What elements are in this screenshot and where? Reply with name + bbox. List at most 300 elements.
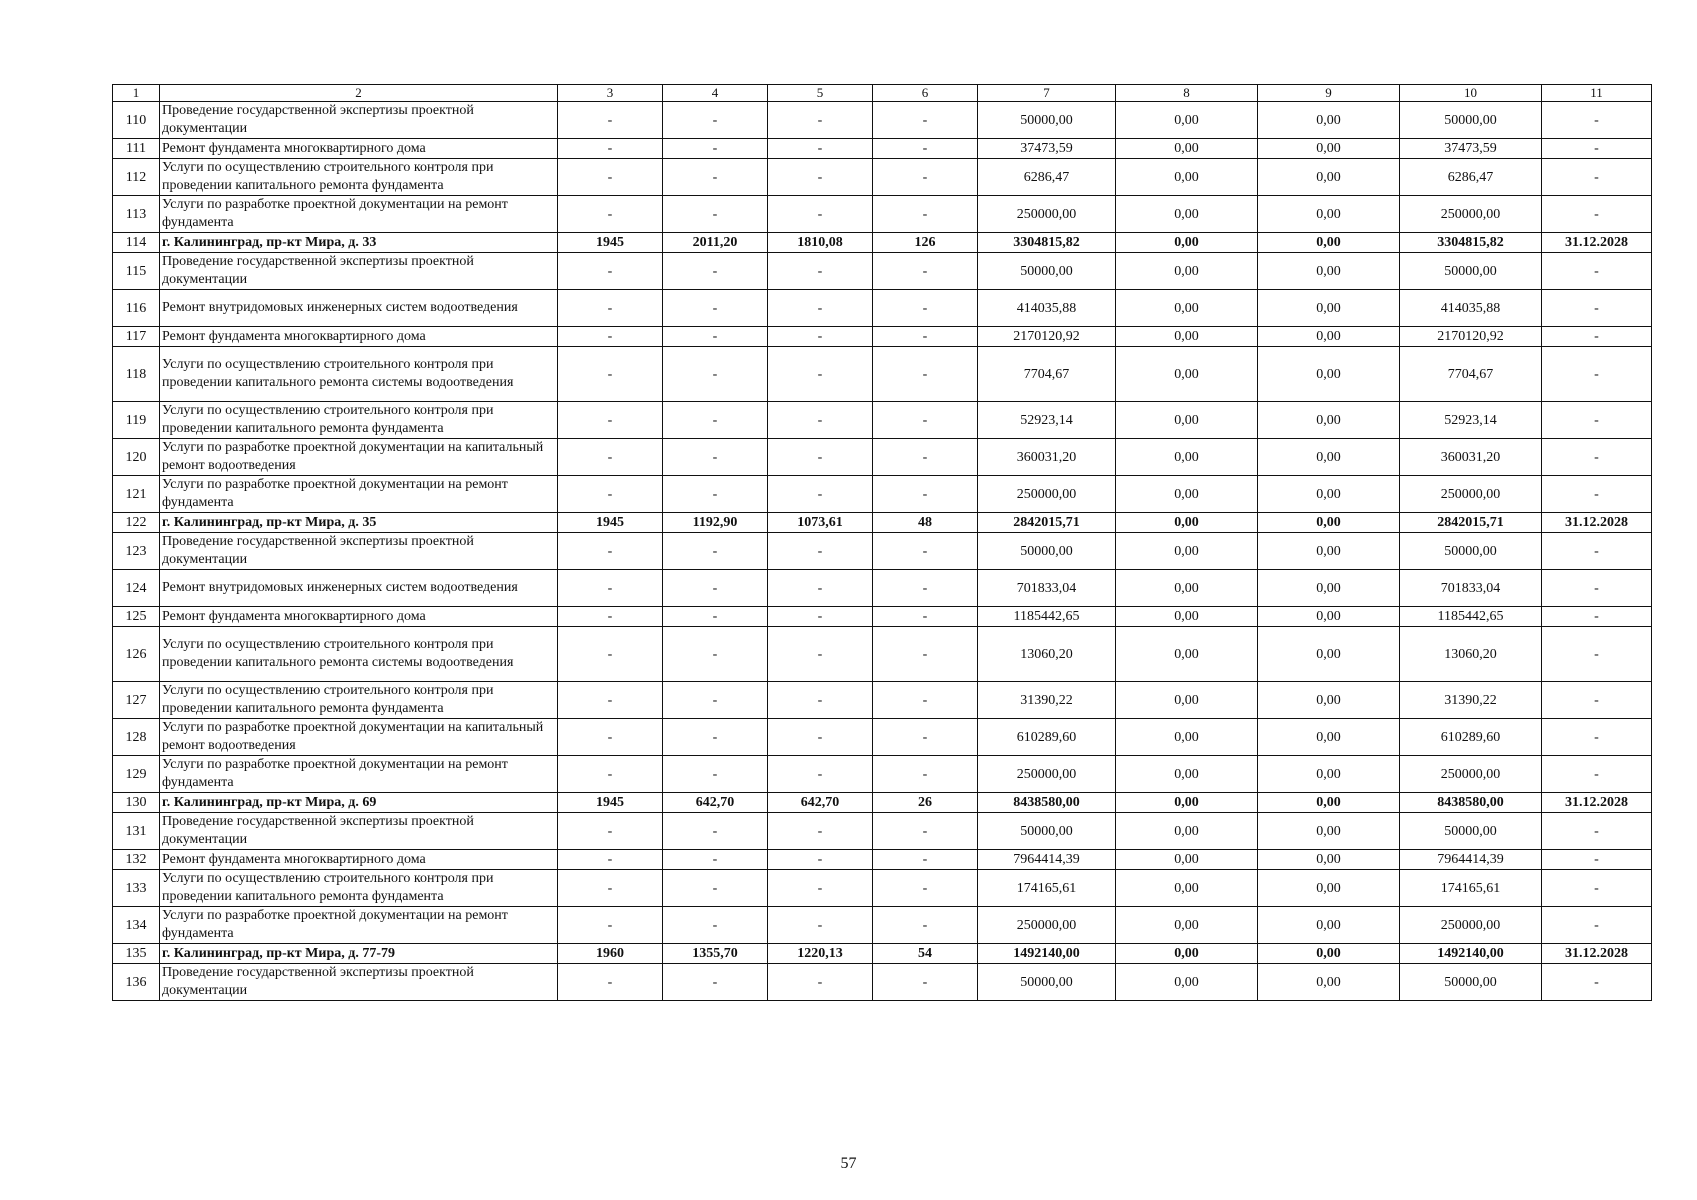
cost-col-9-cell: 0,00 [1258,439,1400,476]
cost-col-8-cell: 0,00 [1116,159,1258,196]
cost-col-10-cell: 50000,00 [1400,102,1542,139]
cost-col-8-cell: 0,00 [1116,682,1258,719]
total-cost-cell: 1185442,65 [978,607,1116,627]
cost-col-9-cell: 0,00 [1258,813,1400,850]
work-name-cell: г. Калининград, пр-кт Мира, д. 35 [160,513,558,533]
total-area-cell: - [663,439,768,476]
row-number-cell: 135 [113,944,160,964]
total-cost-cell: 50000,00 [978,813,1116,850]
deadline-cell: - [1542,870,1652,907]
cost-col-9-cell: 0,00 [1258,607,1400,627]
cost-col-8-cell: 0,00 [1116,327,1258,347]
total-area-cell: - [663,196,768,233]
cost-col-9-cell: 0,00 [1258,793,1400,813]
total-cost-cell: 8438580,00 [978,793,1116,813]
column-header: 9 [1258,85,1400,102]
residents-cell: - [873,327,978,347]
cost-col-8-cell: 0,00 [1116,870,1258,907]
total-cost-cell: 1492140,00 [978,944,1116,964]
residents-cell: - [873,719,978,756]
year-built-cell: - [558,756,663,793]
deadline-cell: 31.12.2028 [1542,793,1652,813]
cost-col-10-cell: 701833,04 [1400,570,1542,607]
living-area-cell: - [768,756,873,793]
row-number-cell: 117 [113,327,160,347]
cost-col-9-cell: 0,00 [1258,870,1400,907]
total-area-cell: - [663,870,768,907]
total-cost-cell: 13060,20 [978,627,1116,682]
residents-cell: 48 [873,513,978,533]
cost-col-8-cell: 0,00 [1116,476,1258,513]
row-number-cell: 126 [113,627,160,682]
work-name-cell: Ремонт фундамента многоквартирного дома [160,850,558,870]
column-header: 7 [978,85,1116,102]
living-area-cell: - [768,907,873,944]
row-number-cell: 112 [113,159,160,196]
cost-col-10-cell: 8438580,00 [1400,793,1542,813]
year-built-cell: - [558,719,663,756]
residents-cell: - [873,850,978,870]
total-cost-cell: 7964414,39 [978,850,1116,870]
table-row [113,944,1652,964]
work-name-cell: Ремонт внутридомовых инженерных систем водоотведения [160,570,558,607]
deadline-cell: 31.12.2028 [1542,944,1652,964]
total-cost-cell: 701833,04 [978,570,1116,607]
cost-col-10-cell: 610289,60 [1400,719,1542,756]
living-area-cell: - [768,439,873,476]
living-area-cell: - [768,253,873,290]
total-cost-cell: 360031,20 [978,439,1116,476]
total-area-cell: - [663,607,768,627]
row-number-cell: 110 [113,102,160,139]
cost-col-9-cell: 0,00 [1258,102,1400,139]
deadline-cell: - [1542,813,1652,850]
table-row [113,196,1652,233]
living-area-cell: - [768,607,873,627]
deadline-cell: - [1542,347,1652,402]
work-name-cell: Ремонт фундамента многоквартирного дома [160,327,558,347]
work-name-cell: Услуги по разработке проектной документации на ремонт фундамента [160,196,558,233]
total-cost-cell: 52923,14 [978,402,1116,439]
year-built-cell: - [558,402,663,439]
year-built-cell: 1945 [558,513,663,533]
row-number-cell: 115 [113,253,160,290]
year-built-cell: - [558,682,663,719]
total-area-cell: - [663,139,768,159]
work-name-cell: Услуги по разработке проектной документации на ремонт фундамента [160,756,558,793]
living-area-cell: - [768,196,873,233]
total-cost-cell: 6286,47 [978,159,1116,196]
cost-col-9-cell: 0,00 [1258,682,1400,719]
cost-col-10-cell: 37473,59 [1400,139,1542,159]
year-built-cell: - [558,327,663,347]
cost-col-9-cell: 0,00 [1258,159,1400,196]
cost-col-8-cell: 0,00 [1116,793,1258,813]
cost-col-10-cell: 1492140,00 [1400,944,1542,964]
row-number-cell: 133 [113,870,160,907]
table-row [113,964,1652,1001]
total-cost-cell: 174165,61 [978,870,1116,907]
total-cost-cell: 2170120,92 [978,327,1116,347]
living-area-cell: 642,70 [768,793,873,813]
work-name-cell: Проведение государственной экспертизы проектной документации [160,102,558,139]
residents-cell: - [873,139,978,159]
total-area-cell: 2011,20 [663,233,768,253]
work-name-cell: Проведение государственной экспертизы проектной документации [160,813,558,850]
table-row [113,850,1652,870]
row-number-cell: 113 [113,196,160,233]
total-cost-cell: 414035,88 [978,290,1116,327]
total-cost-cell: 50000,00 [978,253,1116,290]
year-built-cell: - [558,196,663,233]
cost-col-10-cell: 250000,00 [1400,756,1542,793]
total-area-cell: - [663,290,768,327]
living-area-cell: - [768,402,873,439]
living-area-cell: - [768,627,873,682]
table-row [113,159,1652,196]
work-name-cell: Услуги по осуществлению строительного контроля при проведении капитального ремонта фундамента [160,682,558,719]
residents-cell: - [873,870,978,907]
living-area-cell: - [768,682,873,719]
living-area-cell: - [768,850,873,870]
table-row [113,533,1652,570]
total-area-cell: - [663,756,768,793]
deadline-cell: - [1542,682,1652,719]
cost-col-8-cell: 0,00 [1116,850,1258,870]
column-header: 8 [1116,85,1258,102]
cost-col-8-cell: 0,00 [1116,290,1258,327]
year-built-cell: - [558,964,663,1001]
table-row [113,719,1652,756]
deadline-cell: - [1542,850,1652,870]
year-built-cell: - [558,253,663,290]
table-row [113,139,1652,159]
cost-col-8-cell: 0,00 [1116,196,1258,233]
cost-col-10-cell: 1185442,65 [1400,607,1542,627]
deadline-cell: - [1542,756,1652,793]
total-cost-cell: 37473,59 [978,139,1116,159]
residents-cell: 126 [873,233,978,253]
deadline-cell: - [1542,253,1652,290]
cost-col-8-cell: 0,00 [1116,964,1258,1001]
cost-col-10-cell: 414035,88 [1400,290,1542,327]
cost-col-8-cell: 0,00 [1116,139,1258,159]
total-cost-cell: 250000,00 [978,476,1116,513]
cost-col-8-cell: 0,00 [1116,102,1258,139]
year-built-cell: - [558,102,663,139]
cost-col-10-cell: 3304815,82 [1400,233,1542,253]
total-area-cell: - [663,159,768,196]
cost-col-9-cell: 0,00 [1258,196,1400,233]
residents-cell: - [873,964,978,1001]
deadline-cell: 31.12.2028 [1542,513,1652,533]
work-name-cell: г. Калининград, пр-кт Мира, д. 33 [160,233,558,253]
deadline-cell: - [1542,607,1652,627]
residents-cell: - [873,682,978,719]
total-cost-cell: 250000,00 [978,756,1116,793]
cost-col-9-cell: 0,00 [1258,570,1400,607]
living-area-cell: - [768,570,873,607]
residents-cell: - [873,627,978,682]
residents-cell: - [873,102,978,139]
deadline-cell: - [1542,907,1652,944]
cost-col-8-cell: 0,00 [1116,907,1258,944]
column-header: 4 [663,85,768,102]
living-area-cell: - [768,719,873,756]
deadline-cell: - [1542,964,1652,1001]
table-row [113,907,1652,944]
cost-col-8-cell: 0,00 [1116,533,1258,570]
table-row [113,102,1652,139]
cost-col-10-cell: 52923,14 [1400,402,1542,439]
cost-col-8-cell: 0,00 [1116,253,1258,290]
column-header: 3 [558,85,663,102]
cost-col-10-cell: 31390,22 [1400,682,1542,719]
column-header: 6 [873,85,978,102]
cost-col-10-cell: 250000,00 [1400,196,1542,233]
table-row [113,327,1652,347]
work-name-cell: Ремонт фундамента многоквартирного дома [160,607,558,627]
deadline-cell: - [1542,290,1652,327]
cost-col-9-cell: 0,00 [1258,756,1400,793]
cost-col-10-cell: 174165,61 [1400,870,1542,907]
column-number-row [113,85,1652,102]
row-number-cell: 111 [113,139,160,159]
living-area-cell: 1220,13 [768,944,873,964]
cost-col-9-cell: 0,00 [1258,402,1400,439]
work-name-cell: Услуги по осуществлению строительного контроля при проведении капитального ремонта системы водоотведения [160,347,558,402]
deadline-cell: - [1542,327,1652,347]
deadline-cell: - [1542,570,1652,607]
cost-col-9-cell: 0,00 [1258,627,1400,682]
column-header: 5 [768,85,873,102]
total-cost-cell: 50000,00 [978,102,1116,139]
row-number-cell: 122 [113,513,160,533]
residents-cell: - [873,196,978,233]
cost-col-9-cell: 0,00 [1258,253,1400,290]
row-number-cell: 127 [113,682,160,719]
total-cost-cell: 3304815,82 [978,233,1116,253]
cost-col-9-cell: 0,00 [1258,347,1400,402]
row-number-cell: 132 [113,850,160,870]
total-area-cell: - [663,533,768,570]
living-area-cell: - [768,139,873,159]
work-name-cell: Проведение государственной экспертизы проектной документации [160,964,558,1001]
cost-col-9-cell: 0,00 [1258,290,1400,327]
year-built-cell: - [558,290,663,327]
work-name-cell: Услуги по разработке проектной документации на капитальный ремонт водоотведения [160,439,558,476]
cost-col-10-cell: 6286,47 [1400,159,1542,196]
total-cost-cell: 250000,00 [978,907,1116,944]
row-number-cell: 121 [113,476,160,513]
table-row [113,813,1652,850]
table-row [113,793,1652,813]
cost-col-8-cell: 0,00 [1116,719,1258,756]
work-name-cell: Услуги по разработке проектной документации на капитальный ремонт водоотведения [160,719,558,756]
work-name-cell: Ремонт фундамента многоквартирного дома [160,139,558,159]
living-area-cell: 1810,08 [768,233,873,253]
total-area-cell: 642,70 [663,793,768,813]
residents-cell: - [873,290,978,327]
cost-col-9-cell: 0,00 [1258,327,1400,347]
deadline-cell: - [1542,627,1652,682]
total-area-cell: 1192,90 [663,513,768,533]
total-area-cell: - [663,253,768,290]
table-row [113,570,1652,607]
total-cost-cell: 7704,67 [978,347,1116,402]
cost-col-8-cell: 0,00 [1116,944,1258,964]
living-area-cell: 1073,61 [768,513,873,533]
year-built-cell: - [558,439,663,476]
total-area-cell: - [663,682,768,719]
year-built-cell: - [558,607,663,627]
cost-col-10-cell: 7704,67 [1400,347,1542,402]
table-row [113,513,1652,533]
residents-cell: - [873,756,978,793]
row-number-cell: 134 [113,907,160,944]
residents-cell: - [873,253,978,290]
year-built-cell: - [558,813,663,850]
total-area-cell: - [663,627,768,682]
living-area-cell: - [768,290,873,327]
year-built-cell: 1945 [558,233,663,253]
living-area-cell: - [768,964,873,1001]
living-area-cell: - [768,476,873,513]
cost-col-9-cell: 0,00 [1258,907,1400,944]
deadline-cell: - [1542,102,1652,139]
cost-col-8-cell: 0,00 [1116,607,1258,627]
cost-col-9-cell: 0,00 [1258,719,1400,756]
work-name-cell: Услуги по осуществлению строительного контроля при проведении капитального ремонта фундамента [160,159,558,196]
capital-repair-table [112,84,1652,1001]
table-row [113,627,1652,682]
total-area-cell: 1355,70 [663,944,768,964]
total-area-cell: - [663,813,768,850]
cost-col-8-cell: 0,00 [1116,347,1258,402]
residents-cell: - [873,439,978,476]
table-row [113,607,1652,627]
total-area-cell: - [663,964,768,1001]
residents-cell: 26 [873,793,978,813]
work-name-cell: Услуги по осуществлению строительного контроля при проведении капитального ремонта системы водоотведения [160,627,558,682]
work-name-cell: г. Калининград, пр-кт Мира, д. 77-79 [160,944,558,964]
total-area-cell: - [663,402,768,439]
deadline-cell: - [1542,159,1652,196]
deadline-cell: - [1542,439,1652,476]
year-built-cell: - [558,850,663,870]
deadline-cell: - [1542,139,1652,159]
row-number-cell: 136 [113,964,160,1001]
cost-col-8-cell: 0,00 [1116,813,1258,850]
residents-cell: - [873,607,978,627]
row-number-cell: 120 [113,439,160,476]
year-built-cell: - [558,533,663,570]
cost-col-9-cell: 0,00 [1258,139,1400,159]
deadline-cell: 31.12.2028 [1542,233,1652,253]
total-cost-cell: 31390,22 [978,682,1116,719]
cost-col-9-cell: 0,00 [1258,964,1400,1001]
cost-col-8-cell: 0,00 [1116,756,1258,793]
row-number-cell: 128 [113,719,160,756]
work-name-cell: Услуги по осуществлению строительного контроля при проведении капитального ремонта фундамента [160,402,558,439]
cost-col-8-cell: 0,00 [1116,439,1258,476]
residents-cell: - [873,907,978,944]
year-built-cell: - [558,570,663,607]
total-cost-cell: 50000,00 [978,964,1116,1001]
cost-col-10-cell: 50000,00 [1400,964,1542,1001]
total-area-cell: - [663,719,768,756]
cost-col-9-cell: 0,00 [1258,233,1400,253]
work-name-cell: Проведение государственной экспертизы проектной документации [160,253,558,290]
total-cost-cell: 2842015,71 [978,513,1116,533]
cost-col-9-cell: 0,00 [1258,513,1400,533]
cost-col-10-cell: 13060,20 [1400,627,1542,682]
cost-col-9-cell: 0,00 [1258,533,1400,570]
work-name-cell: г. Калининград, пр-кт Мира, д. 69 [160,793,558,813]
cost-col-10-cell: 50000,00 [1400,533,1542,570]
year-built-cell: 1960 [558,944,663,964]
living-area-cell: - [768,102,873,139]
total-area-cell: - [663,476,768,513]
residents-cell: - [873,476,978,513]
year-built-cell: - [558,476,663,513]
work-name-cell: Услуги по разработке проектной документации на ремонт фундамента [160,476,558,513]
cost-col-10-cell: 250000,00 [1400,907,1542,944]
cost-col-10-cell: 2842015,71 [1400,513,1542,533]
cost-col-10-cell: 250000,00 [1400,476,1542,513]
column-header: 2 [160,85,558,102]
cost-col-8-cell: 0,00 [1116,233,1258,253]
cost-col-10-cell: 360031,20 [1400,439,1542,476]
deadline-cell: - [1542,476,1652,513]
table-row [113,253,1652,290]
deadline-cell: - [1542,719,1652,756]
total-area-cell: - [663,102,768,139]
residents-cell: - [873,533,978,570]
year-built-cell: - [558,870,663,907]
year-built-cell: - [558,347,663,402]
work-name-cell: Услуги по разработке проектной документации на ремонт фундамента [160,907,558,944]
work-name-cell: Ремонт внутридомовых инженерных систем водоотведения [160,290,558,327]
document-page [112,84,1651,1001]
table-row [113,682,1652,719]
living-area-cell: - [768,533,873,570]
total-cost-cell: 610289,60 [978,719,1116,756]
living-area-cell: - [768,347,873,402]
row-number-cell: 123 [113,533,160,570]
table-row [113,402,1652,439]
total-area-cell: - [663,907,768,944]
living-area-cell: - [768,870,873,907]
total-area-cell: - [663,327,768,347]
cost-col-9-cell: 0,00 [1258,944,1400,964]
table-row [113,347,1652,402]
cost-col-8-cell: 0,00 [1116,570,1258,607]
year-built-cell: - [558,907,663,944]
deadline-cell: - [1542,196,1652,233]
total-cost-cell: 50000,00 [978,533,1116,570]
residents-cell: 54 [873,944,978,964]
table-row [113,233,1652,253]
cost-col-10-cell: 2170120,92 [1400,327,1542,347]
total-cost-cell: 250000,00 [978,196,1116,233]
row-number-cell: 114 [113,233,160,253]
cost-col-8-cell: 0,00 [1116,402,1258,439]
table-row [113,870,1652,907]
row-number-cell: 118 [113,347,160,402]
column-header: 10 [1400,85,1542,102]
cost-col-10-cell: 7964414,39 [1400,850,1542,870]
